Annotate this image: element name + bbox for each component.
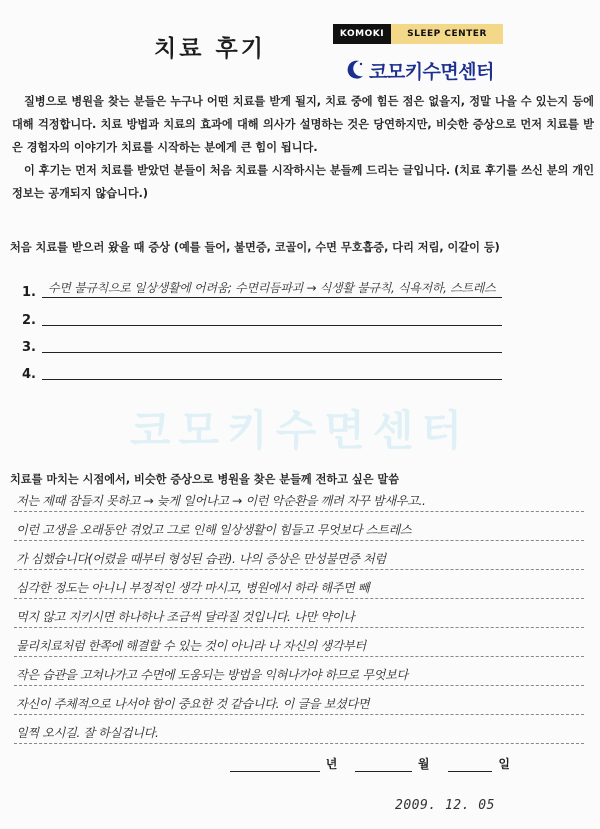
question-message: 치료를 마치는 시점에서, 비슷한 증상으로 병원을 찾은 분들께 전하고 싶은 말씀 (10, 473, 400, 486)
month-blank[interactable] (355, 757, 412, 772)
message-line (14, 631, 584, 660)
message-rule (14, 656, 584, 657)
message-line (14, 544, 584, 573)
message-rule (14, 540, 584, 541)
message-line (14, 515, 584, 544)
message-rule (14, 627, 584, 628)
date-stamp: 2009. 12. 05 (395, 798, 495, 813)
answer-rule (42, 352, 502, 353)
page-title: 치료 후기 (154, 36, 266, 62)
year-blank[interactable] (230, 757, 320, 772)
message-rule (14, 743, 584, 744)
year-label: 년 (325, 757, 338, 771)
symptom-number: 3. (22, 340, 36, 355)
handwritten-symptom: 수면 불규칙으로 일상생활에 어려움; 수면리듬파괴 → 식생활 불규칙, 식욕저하, 스트레스 (48, 281, 496, 295)
handwritten-message[interactable] (14, 486, 584, 747)
message-text: 물리치료처럼 한쪽에 해결할 수 있는 것이 아니라 나 자신의 생각부터 (16, 639, 366, 653)
day-blank[interactable] (448, 757, 493, 772)
intro-text (12, 90, 594, 205)
message-rule (14, 511, 584, 512)
intro-paragraph-1: 질병으로 병원을 찾는 분들은 누구나 어떤 치료를 받게 될지, 치료 중에 힘든 점은 없을지, 정말 나을 수 있는지 등에 대해 걱정합니다. 치료 방법과 치료의 효과에 대해 의사가 설명하는 것은 당연하지만, 비슷한 증상으로 먼저 치료를 받은 경험자의 이야기가 치료를 시작하는 분에게 큰 힘이 됩니다. (12, 95, 594, 154)
message-text: 자신이 주체적으로 나서야 함이 중요한 것 같습니다. 이 글을 보셨다면 (16, 697, 370, 711)
message-line (14, 486, 584, 515)
clinic-logo (345, 56, 494, 84)
message-line (14, 689, 584, 718)
intro-paragraph-2: 이 후기는 먼저 치료를 받았던 분들이 처음 치료를 시작하시는 분들께 드리는 글입니다. (치료 후기를 쓰신 분의 개인 정보는 공개되지 않습니다.) (12, 164, 594, 200)
watermark: 코모키수면센터 (129, 406, 470, 455)
day-label: 일 (498, 757, 510, 771)
answer-rule (42, 297, 502, 298)
message-text: 먹지 않고 지키시면 하나하나 조금씩 달라질 것입니다. 나만 약이나 (16, 610, 355, 624)
symptom-line-1[interactable] (22, 276, 502, 300)
message-text: 이런 고생을 오래동안 겪었고 그로 인해 일상생활이 힘들고 무엇보다 스트레스 (16, 523, 412, 537)
symptom-number: 1. (22, 285, 36, 300)
symptom-line-2[interactable] (22, 304, 502, 328)
sleep-center-badge (333, 24, 503, 44)
month-label: 월 (417, 757, 430, 771)
message-text: 심각한 정도는 아니니 부정적인 생각 마시고, 병원에서 하라 해주면 빼 (16, 581, 370, 595)
message-rule (14, 569, 584, 570)
message-line (14, 660, 584, 689)
clinic-name: 코모키수면센터 (369, 60, 494, 83)
symptom-line-4[interactable] (22, 358, 502, 382)
message-text: 저는 제때 잠들지 못하고 → 늦게 일어나고 → 이런 악순환을 깨려 자꾸 밤새우고.. (16, 494, 426, 508)
moon-icon (345, 59, 365, 81)
symptom-number: 2. (22, 313, 36, 328)
answer-rule (42, 379, 502, 380)
date-fields (230, 752, 510, 772)
message-rule (14, 685, 584, 686)
message-text: 작은 습관을 고쳐나가고 수면에 도움되는 방법을 익혀나가야 하므로 무엇보다 (16, 668, 408, 682)
badge-sleep-center: SLEEP CENTER (391, 24, 503, 44)
message-line (14, 718, 584, 747)
badge-komoki: KOMOKI (333, 24, 391, 44)
message-text: 일찍 오시길. 잘 하실겁니다. (16, 726, 159, 740)
message-rule (14, 598, 584, 599)
answer-rule (42, 325, 502, 326)
message-rule (14, 714, 584, 715)
message-line (14, 602, 584, 631)
question-initial-symptoms: 처음 치료를 받으러 왔을 때 증상 (예를 들어, 불면증, 코골이, 수면 무호흡증, 다리 저림, 이갈이 등) (10, 241, 500, 254)
message-line (14, 573, 584, 602)
symptom-line-3[interactable] (22, 331, 502, 355)
symptom-number: 4. (22, 367, 36, 382)
message-text: 가 심했습니다(어렸을 때부터 형성된 습관). 나의 증상은 만성불면증 처럼 (16, 552, 386, 566)
